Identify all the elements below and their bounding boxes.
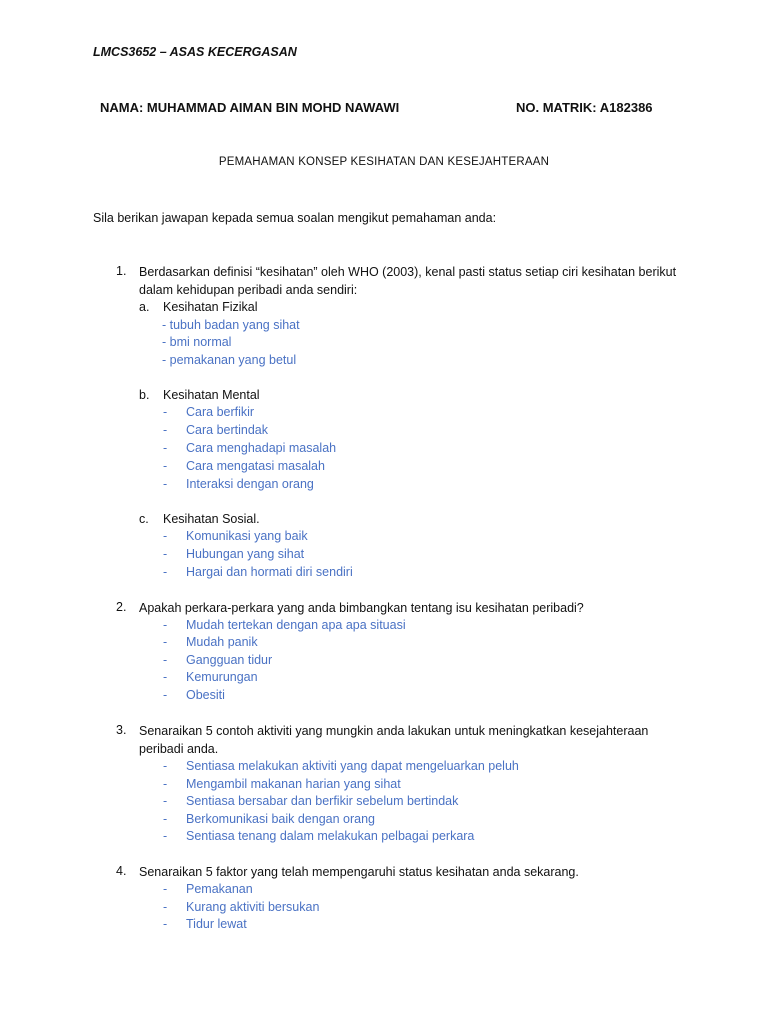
bullet-dash: - xyxy=(163,653,168,667)
answer-item: - bmi normal xyxy=(162,335,232,349)
question-1-text: Berdasarkan definisi “kesihatan” oleh WHO (2003), kenal pasti status setiap ciri kesihatan berikut dalam kehidupan peribadi anda sendiri: xyxy=(139,265,677,297)
answer-item: - pemakanan yang betul xyxy=(162,353,297,367)
answer-item: Sentiasa bersabar dan berfikir sebelum bertindak xyxy=(186,794,459,808)
answer-item: Sentiasa tenang dalam melakukan pelbagai perkara xyxy=(186,829,475,843)
question-4-number: 4. xyxy=(116,864,127,878)
subsection-b-letter: b. xyxy=(139,388,150,402)
subsection-a-title: Kesihatan Fizikal xyxy=(163,300,258,314)
bullet-dash: - xyxy=(163,618,168,632)
question-1-number: 1. xyxy=(116,264,127,278)
answer-item: Mengambil makanan harian yang sihat xyxy=(186,777,401,791)
bullet-dash: - xyxy=(163,635,168,649)
bullet-dash: - xyxy=(163,777,168,791)
student-name: NAMA: MUHAMMAD AIMAN BIN MOHD NAWAWI xyxy=(100,100,400,115)
answer-item: Pemakanan xyxy=(186,882,253,896)
answer-item: Hargai dan hormati diri sendiri xyxy=(186,565,353,579)
answer-item: Sentiasa melakukan aktiviti yang dapat mengeluarkan peluh xyxy=(186,759,519,773)
answer-item: Cara menghadapi masalah xyxy=(186,441,337,455)
question-2-number: 2. xyxy=(116,600,127,614)
bullet-dash: - xyxy=(163,670,168,684)
bullet-dash: - xyxy=(163,829,168,843)
question-4-text: Senaraikan 5 faktor yang telah mempengaruhi status kesihatan anda sekarang. xyxy=(139,865,579,879)
matric-number: NO. MATRIK: A182386 xyxy=(516,100,653,115)
bullet-dash: - xyxy=(163,688,168,702)
bullet-dash: - xyxy=(163,794,168,808)
bullet-dash: - xyxy=(163,477,168,491)
answer-item: Interaksi dengan orang xyxy=(186,477,314,491)
bullet-dash: - xyxy=(163,405,168,419)
answer-item: Mudah panik xyxy=(186,635,258,649)
bullet-dash: - xyxy=(163,423,168,437)
answer-item: - tubuh badan yang sihat xyxy=(162,318,300,332)
answer-item: Cara bertindak xyxy=(186,423,268,437)
subsection-a-letter: a. xyxy=(139,300,150,314)
question-2-text: Apakah perkara-perkara yang anda bimbangkan tentang isu kesihatan peribadi? xyxy=(139,601,584,615)
bullet-dash: - xyxy=(163,565,168,579)
answer-item: Gangguan tidur xyxy=(186,653,273,667)
bullet-dash: - xyxy=(163,441,168,455)
answer-item: Cara berfikir xyxy=(186,405,255,419)
answer-item: Cara mengatasi masalah xyxy=(186,459,325,473)
question-3-number: 3. xyxy=(116,723,127,737)
answer-item: Tidur lewat xyxy=(186,917,247,931)
answer-item: Obesiti xyxy=(186,688,225,702)
answer-item: Hubungan yang sihat xyxy=(186,547,305,561)
answer-item: Mudah tertekan dengan apa apa situasi xyxy=(186,618,406,632)
bullet-dash: - xyxy=(163,547,168,561)
answer-item: Komunikasi yang baik xyxy=(186,529,308,543)
instruction-text: Sila berikan jawapan kepada semua soalan mengikut pemahaman anda: xyxy=(93,211,497,225)
document-title: PEMAHAMAN KONSEP KESIHATAN DAN KESEJAHTERAAN xyxy=(218,156,550,168)
question-3-text: Senaraikan 5 contoh aktiviti yang mungkin anda lakukan untuk meningkatkan kesejahteraan peribadi anda. xyxy=(139,724,649,756)
course-code: LMCS3652 – ASAS KECERGASAN xyxy=(93,45,297,59)
subsection-c-letter: c. xyxy=(139,512,149,526)
subsection-c-title: Kesihatan Sosial. xyxy=(163,512,260,526)
bullet-dash: - xyxy=(163,812,168,826)
bullet-dash: - xyxy=(163,459,168,473)
bullet-dash: - xyxy=(163,529,168,543)
subsection-b-title: Kesihatan Mental xyxy=(163,388,260,402)
bullet-dash: - xyxy=(163,917,168,931)
bullet-dash: - xyxy=(163,900,168,914)
bullet-dash: - xyxy=(163,882,168,896)
bullet-dash: - xyxy=(163,759,168,773)
answer-item: Berkomunikasi baik dengan orang xyxy=(186,812,376,826)
answer-item: Kurang aktiviti bersukan xyxy=(186,900,320,914)
answer-item: Kemurungan xyxy=(186,670,258,684)
